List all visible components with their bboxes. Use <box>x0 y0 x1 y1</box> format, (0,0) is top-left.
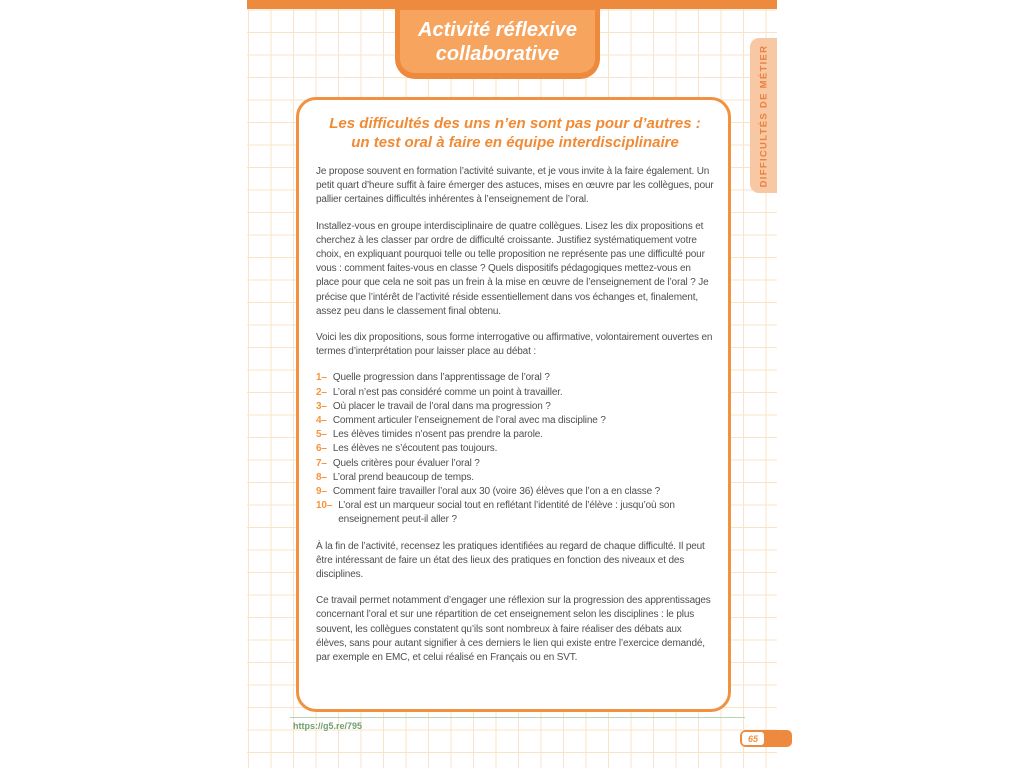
banner-title-line1: Activité réflexive <box>418 18 577 41</box>
list-item-number: 9– <box>316 486 327 498</box>
card-title-line2: un test oral à faire en équipe interdisciplinaire <box>351 134 679 151</box>
chapter-side-tab <box>750 38 777 193</box>
list-item-text: Où placer le travail de l’oral dans ma progression ? <box>332 400 551 412</box>
list-item-text: Les élèves ne s’écoutent pas toujours. <box>332 443 498 455</box>
footer-link[interactable]: https://g5.re/795 <box>293 721 363 731</box>
book-page <box>247 0 777 768</box>
closing-paragraph-2: Ce travail permet notamment d’engager une réflexion sur la progression des apprentissages concernant l’oral et sur une répartition de cet enseignement selon les disciplines : le plus souvent, les collègues constatent qu’ils sont nombreux à faire réaliser des débats aux élèves, sans pour autant signifier à ces derniers le lien qui existe entre l’exercice demandé, par exemple en EMC, et celui réalisé en Français ou en SVT. <box>316 595 711 664</box>
list-item-number: 4– <box>316 415 327 427</box>
list-item-text: L’oral est un marqueur social tout en reflétant l’identité de l’élève : jusqu’où son enseignement peut-il aller ? <box>338 500 675 526</box>
banner-title-line2: collaborative <box>435 42 560 65</box>
list-item-text: Comment faire travailler l’oral aux 30 (voire 36) élèves que l’on a en classe ? <box>332 486 661 498</box>
footer-divider <box>290 717 745 718</box>
intro-paragraph-1: Je propose souvent en formation l’activité suivante, et je vous invite à la faire également. Un petit quart d’heure suffit à faire émerger des astuces, mises en œuvre par les collègues, pour pallier certaines difficultés inhérentes à l’enseignement de l’oral. <box>316 166 714 206</box>
closing-paragraph-1: À la fin de l’activité, recensez les pratiques identifiées au regard de chaque difficulté. Il peut être intéressant de faire un état des lieux des pratiques en fonction des niveaux et des disciplines. <box>316 540 705 581</box>
list-item-text: Quelle progression dans l’apprentissage de l’oral ? <box>332 372 550 384</box>
page-number-badge <box>740 730 792 747</box>
list-item-text: Comment articuler l’enseignement de l’oral avec ma discipline ? <box>332 415 606 427</box>
propositions-list <box>316 371 714 527</box>
list-item <box>316 400 714 414</box>
list-item <box>316 386 714 400</box>
list-item <box>316 485 714 499</box>
list-item-number: 3– <box>316 400 327 412</box>
list-item-number: 6– <box>316 443 327 455</box>
list-item <box>316 471 714 485</box>
list-item-number: 7– <box>316 457 327 469</box>
intro-paragraph-3: Voici les dix propositions, sous forme interrogative ou affirmative, volontairement ouvertes en termes d’interprétation pour laisser place au débat : <box>316 332 713 358</box>
list-item <box>316 442 714 456</box>
page-number: 65 <box>742 732 764 745</box>
intro-paragraph-2: Installez-vous en groupe interdisciplinaire de quatre collègues. Lisez les dix propositions et cherchez à les classer par ordre de difficulté croissante. Justifiez systématiquement votre choix, en expliquant pourquoi telle ou telle proposition ne représente pas une difficulté pour vous : comment faites-vous en classe ? Quels dispositifs pédagogiques mettez-vous en place pour que cela ne soit pas un frein à la mise en œuvre de l’enseignement de l’oral ? Je précise que l’intérêt de l’activité réside essentiellement dans vos échanges et, finalement, assez peu dans le classement final obtenu. <box>316 220 709 317</box>
list-item <box>316 414 714 428</box>
page-header-banner <box>395 0 600 79</box>
chapter-side-tab-label: DIFFICULTÉS DE MÉTIER <box>758 44 769 187</box>
list-item-text: L’oral n’est pas considéré comme un point à travailler. <box>332 386 563 398</box>
list-item-number: 1– <box>316 372 327 384</box>
list-item-number: 10– <box>316 500 333 512</box>
list-item-text: Quels critères pour évaluer l’oral ? <box>332 457 480 469</box>
activity-card <box>296 97 731 712</box>
list-item <box>316 428 714 442</box>
list-item <box>316 371 714 385</box>
list-item-text: Les élèves timides n’osent pas prendre la parole. <box>332 429 543 441</box>
list-item <box>316 499 714 527</box>
list-item-number: 8– <box>316 471 327 483</box>
list-item-number: 2– <box>316 386 327 398</box>
card-title-line1: Les difficultés des uns n’en sont pas pour d’autres : <box>329 115 701 132</box>
list-item-text: L’oral prend beaucoup de temps. <box>332 471 474 483</box>
list-item <box>316 457 714 471</box>
list-item-number: 5– <box>316 429 327 441</box>
card-title <box>316 114 714 152</box>
